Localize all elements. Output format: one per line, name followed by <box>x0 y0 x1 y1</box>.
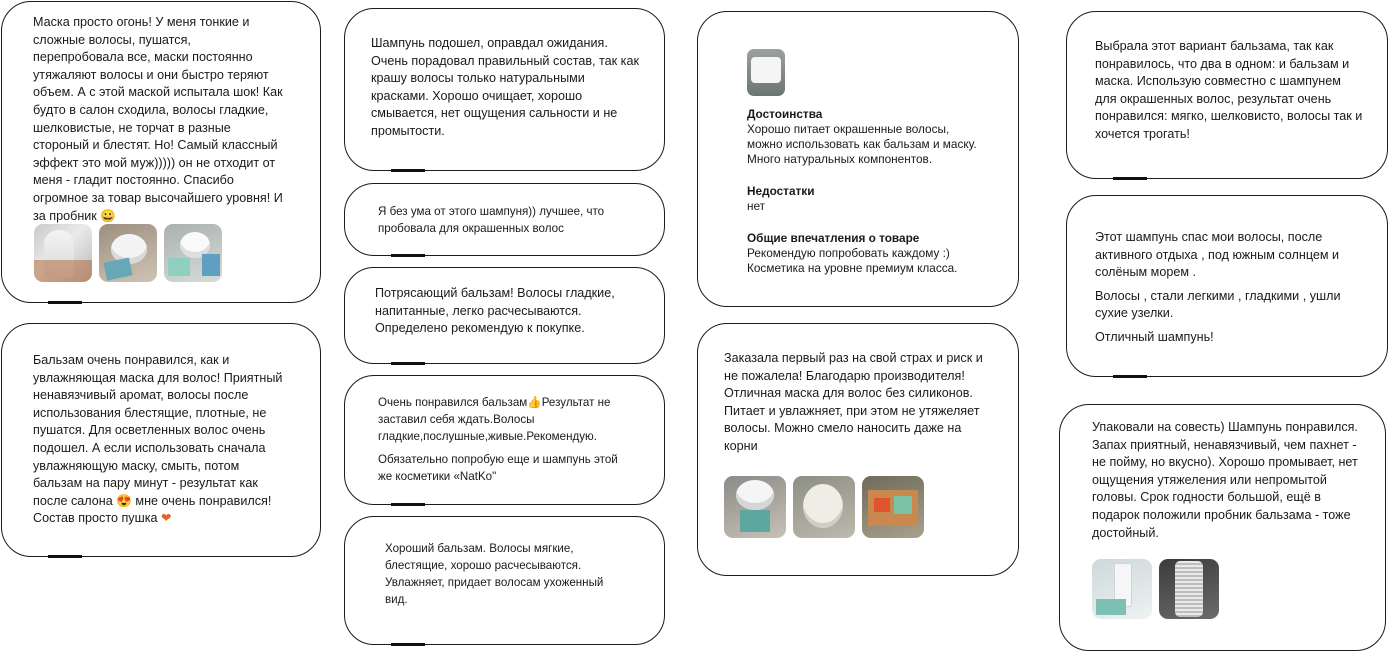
heart-emoji-icon: ❤ <box>160 511 172 526</box>
review-photos <box>1092 559 1219 619</box>
review-card <box>697 11 1019 307</box>
pros-title: Достоинства <box>747 107 823 121</box>
review-photo[interactable] <box>1159 559 1219 619</box>
review-card <box>344 375 665 505</box>
review-text: Потрясающий бальзам! Волосы гладкие, напитанные, легко расчесываются. Определено рекомендую к покупке. <box>375 286 615 336</box>
impressions-text: Рекомендую попробовать каждому :) Косметика на уровне премиум класса. <box>747 246 958 275</box>
pros-text: Хорошо питает окрашенные волосы, можно использовать как бальзам и маску. Много натуральных компонентов. <box>747 122 977 166</box>
review-text: Хороший бальзам. Волосы мягкие, блестящие, хорошо расчесываются. Увлажняет, придает волосам ухоженный вид. <box>385 542 604 606</box>
review-text: Заказала первый раз на свой страх и риск и не пожалела! Благодарю производителя! Отличная маска для волос без силиконов. Питает и увлажняет, при этом не утяжеляет волосы. Можно смело наносить даже на корни <box>724 351 983 453</box>
review-text: Очень понравился бальзам👍Результат не заставил себя ждать.Волосы гладкие,послушные,живые.Рекомендую. Обязательно попробую еще и шампунь этой же косметики «NatKo" <box>378 396 618 483</box>
review-photo[interactable] <box>862 476 924 538</box>
review-card <box>344 8 665 171</box>
cons-text: нет <box>747 199 766 213</box>
review-text: Маска просто огонь! У меня тонкие и сложные волосы, пушатся, перепробовала все, маски постоянно утяжаляют волосы и они быстро теряют объем. А с этой маской испытала шок! Как будто в салон сходила, волосы гладкие, шелковистые, не торчат в разные стороный и блестят. Но! Самый классный эффект это мой муж))))) он не отходит от меня - гладит постоянно. Спасибо огромное за товар высочайшего уровня! И за пробник 😀 <box>33 14 285 225</box>
review-photo[interactable] <box>793 476 855 538</box>
review-photos <box>724 476 924 538</box>
review-text: Шампунь подошел, оправдал ожидания. Очень порадовал правильный состав, так как крашу волосы только натуральными красками. Хорошо очищает, хорошо смывается, нет ощущения сальности и не промытости. <box>371 36 639 138</box>
thumbs-up-emoji-icon: 👍 <box>527 396 542 409</box>
review-card <box>1059 404 1386 651</box>
review-text: Выбрала этот вариант бальзама, так как понравилось, что два в одном: и бальзам и маска. Использую совместно с шампунем для окрашенных волос, результат очень понравился: мягко, шелковисто, волосы так и хочется трогать! <box>1095 39 1363 141</box>
review-photos <box>34 224 222 282</box>
review-card <box>344 516 665 645</box>
review-text: Этот шампунь спас мои волосы, после активного отдыха , под южным солнцем и солёным морем . Волосы , стали легкими , гладкими , ушли сухие узелки. Отличный шампунь! <box>1095 230 1341 344</box>
review-card <box>344 183 665 256</box>
impressions-title: Общие впечатления о товаре <box>747 231 920 245</box>
cons-title: Недостатки <box>747 184 815 198</box>
review-text <box>747 107 985 276</box>
review-photo[interactable] <box>164 224 222 282</box>
review-card <box>344 267 665 364</box>
review-card <box>1 323 321 557</box>
review-photo[interactable] <box>34 224 92 282</box>
heart-eyes-emoji-icon: 😍 <box>116 493 132 508</box>
smile-emoji-icon: 😀 <box>100 208 117 223</box>
review-photo[interactable] <box>99 224 157 282</box>
review-text: Упаковали на совесть) Шампунь понравился. Запах приятный, ненавязчивый, чем пахнет - не пойму, но вкусно). Хорошо промывает, нет ощущения утяжеления или непромытой головы. Срок годности большой, ещё в подарок положили пробник бальзама - тоже достойный. <box>1092 420 1358 540</box>
review-text: Бальзам очень понравился, как и увлажняющая маска для волос! Приятный ненавязчивый аромат, волосы после использования блестящие, плотные, не пушатся. Для осветленных волос очень подошел. А если использовать сначала увлажняющую маску, смыть, потом бальзам на пару минут - результат как после салона 😍 мне очень понравился! Состав просто пушка ❤ <box>33 352 287 528</box>
review-text: Я без ума от этого шампуня)) лучшее, что пробовала для окрашенных волос <box>378 205 605 235</box>
review-photo[interactable] <box>1092 559 1152 619</box>
review-card <box>1066 11 1388 179</box>
review-card <box>697 323 1019 576</box>
review-card <box>1066 195 1388 377</box>
review-card <box>1 1 321 303</box>
product-photo[interactable] <box>747 49 785 96</box>
review-photo[interactable] <box>724 476 786 538</box>
